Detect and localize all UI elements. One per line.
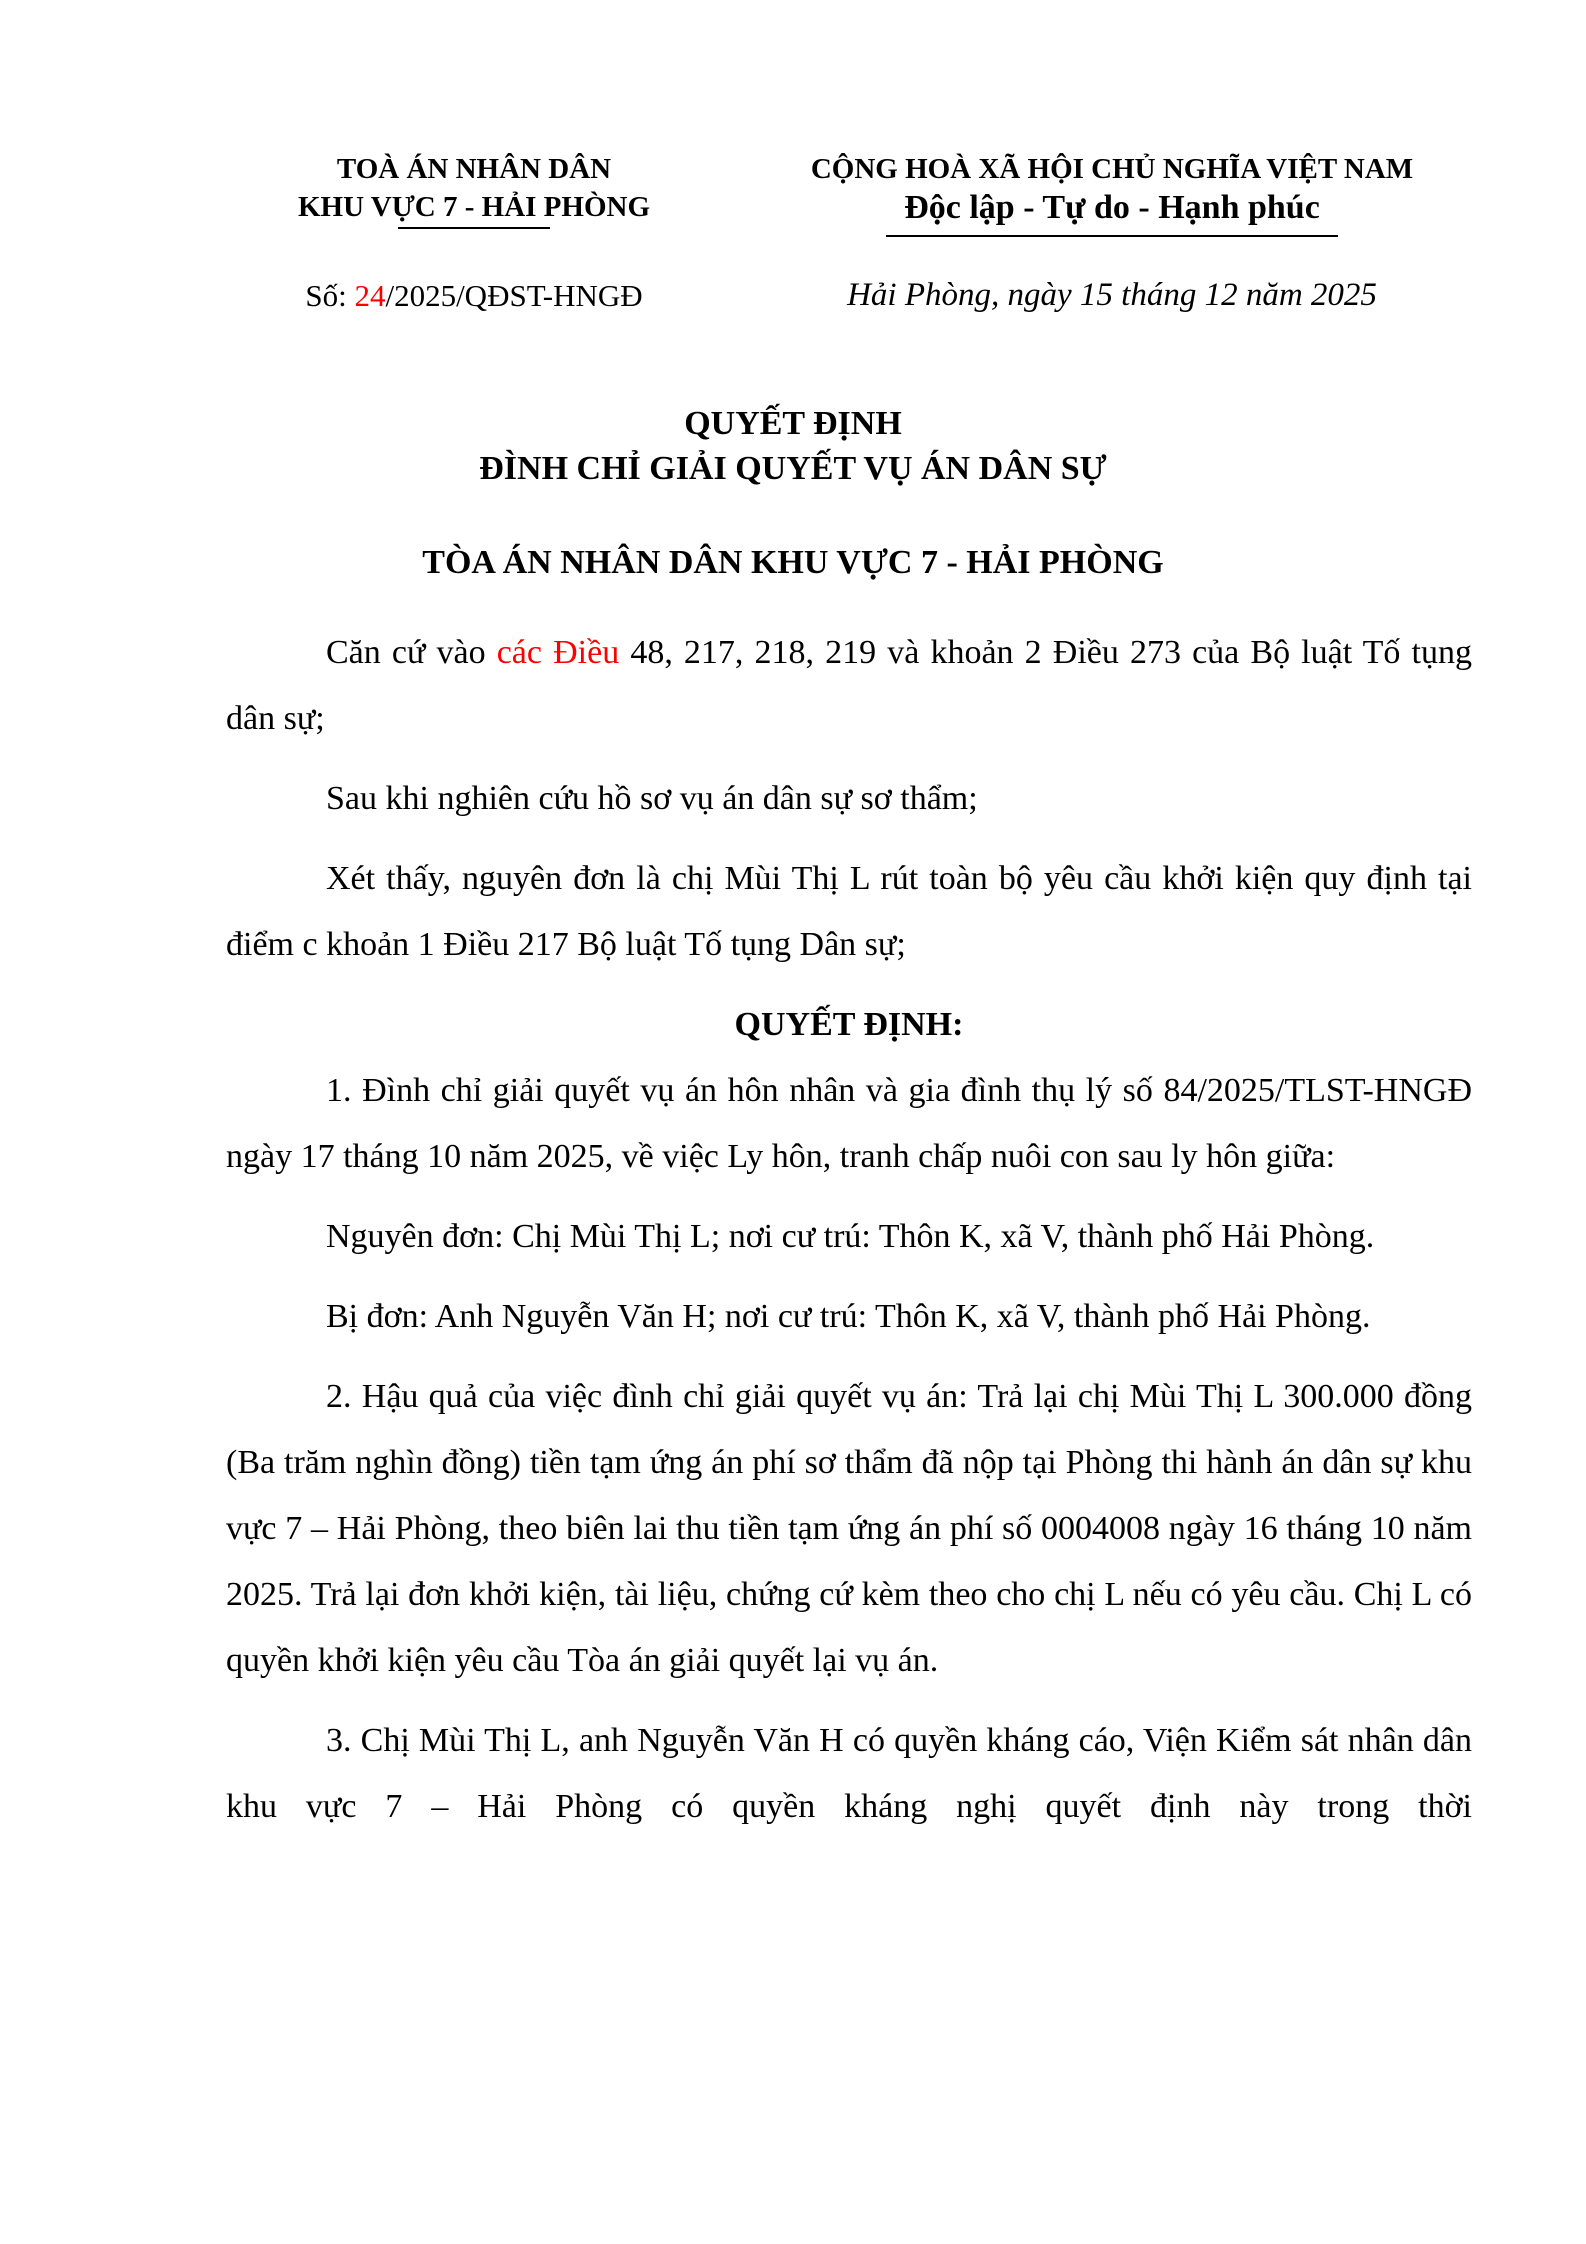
legal-basis-suffix: 48, 217, 218, 219 và khoản 2 Điều 273 của Bộ luật Tố tụng dân sự;: [226, 634, 1472, 737]
decision-heading: QUYẾT ĐỊNH:: [734, 1006, 964, 1043]
decision-item-1: 1. Đình chỉ giải quyết vụ án hôn nhân và gia đình thụ lý số 84/2025/TLST-HNGĐ ngày 17 tháng 10 năm 2025, về việc Ly hôn, tranh chấp nuôi con sau ly hôn giữa:: [226, 1072, 1472, 1175]
plaintiff-line: Nguyên đơn: Chị Mùi Thị L; nơi cư trú: Thôn K, xã V, thành phố Hải Phòng.: [326, 1218, 1375, 1255]
national-title: CỘNG HOÀ XÃ HỘI CHỦ NGHĨA VIỆT NAM: [810, 153, 1414, 185]
decision-number-suffix: /2025/QĐST-HNGĐ: [385, 278, 643, 313]
court-name-line2: KHU VỰC 7 - HẢI PHÒNG: [297, 191, 651, 223]
considering-paragraph: Xét thấy, nguyên đơn là chị Mùi Thị L rút toàn bộ yêu cầu khởi kiện quy định tại điểm c khoản 1 Điều 217 Bộ luật Tố tụng Dân sự;: [226, 860, 1472, 963]
document-title: QUYẾT ĐỊNH: [684, 405, 902, 442]
court-name-line1: TOÀ ÁN NHÂN DÂN: [336, 153, 612, 185]
court-header-underline: [398, 227, 550, 229]
decision-number: [244, 277, 704, 315]
decision-item-2: 2. Hậu quả của việc đình chỉ giải quyết vụ án: Trả lại chị Mùi Thị L 300.000 đồng (Ba trăm nghìn đồng) tiền tạm ứng án phí sơ thẩm đã nộp tại Phòng thi hành án dân sự khu vực 7 – Hải Phòng, theo biên lai thu tiền tạm ứng án phí số 0004008 ngày 16 tháng 10 năm 2025. Trả lại đơn khởi kiện, tài liệu, chứng cứ kèm theo cho chị L nếu có yêu cầu. Chị L có quyền khởi kiện yêu cầu Tòa án giải quyết lại vụ án.: [226, 1378, 1472, 1679]
issuing-court: TÒA ÁN NHÂN DÂN KHU VỰC 7 - HẢI PHÒNG: [422, 544, 1164, 581]
defendant-line: Bị đơn: Anh Nguyễn Văn H; nơi cư trú: Thôn K, xã V, thành phố Hải Phòng.: [326, 1298, 1371, 1335]
decision-item-3: 3. Chị Mùi Thị L, anh Nguyễn Văn H có quyền kháng cáo, Viện Kiểm sát nhân dân khu vực 7 – Hải Phòng có quyền kháng nghị quyết định này trong thời: [226, 1722, 1472, 1825]
legal-basis-prefix: Căn cứ vào: [326, 634, 497, 671]
national-motto-underline: [886, 235, 1338, 237]
legal-basis-highlight: các Điều: [496, 634, 620, 671]
document-body: [226, 620, 1472, 1840]
document-subtitle: ĐÌNH CHỈ GIẢI QUYẾT VỤ ÁN DÂN SỰ: [479, 450, 1107, 487]
issue-date: Hải Phòng, ngày 15 tháng 12 năm 2025: [847, 277, 1377, 313]
legal-basis-paragraph: [226, 620, 1472, 752]
decision-number-prefix: Số:: [305, 278, 355, 313]
court-header: [244, 150, 704, 226]
study-paragraph: Sau khi nghiên cứu hồ sơ vụ án dân sự sơ thẩm;: [326, 780, 978, 817]
decision-number-highlight: 24: [354, 278, 386, 313]
national-header: [762, 150, 1462, 228]
national-motto: Độc lập - Tự do - Hạnh phúc: [904, 189, 1320, 226]
